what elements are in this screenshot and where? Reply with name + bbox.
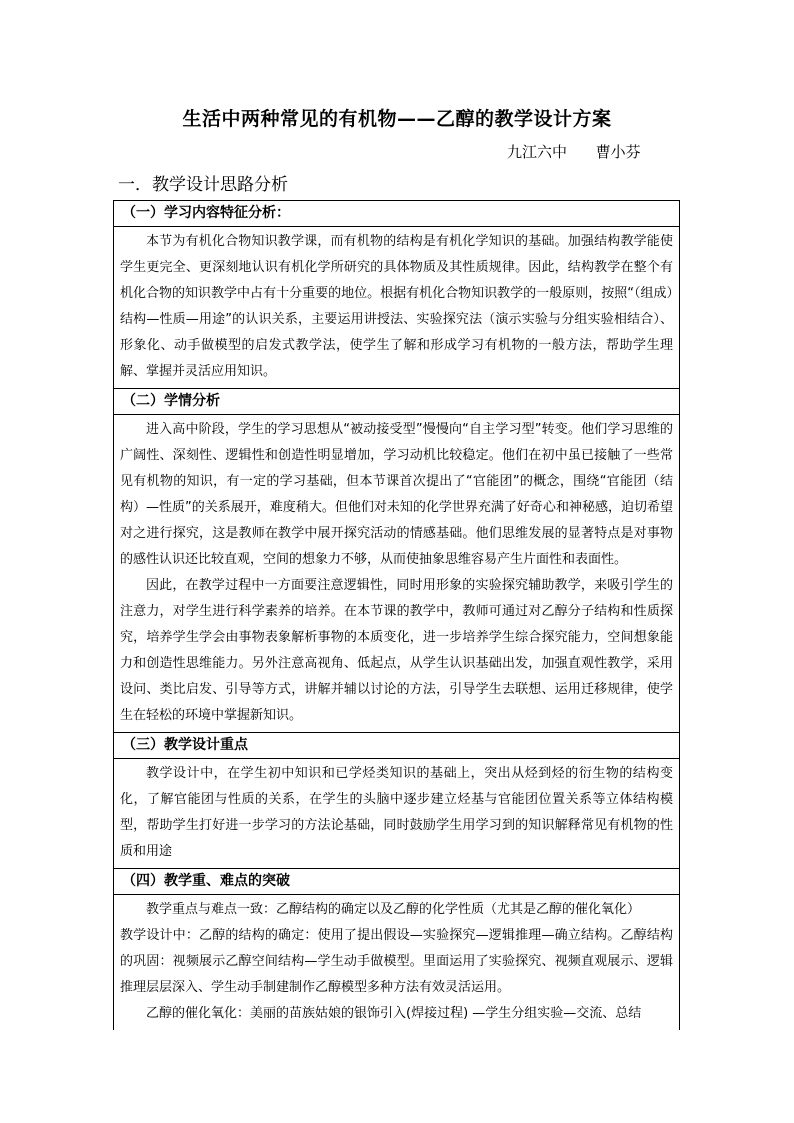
paragraph: 教学重点与难点一致：乙醇结构的确定以及乙醇的化学性质（尤其是乙醇的催化氧化）	[146, 902, 641, 917]
paragraph: 乙醇的催化氧化：美丽的苗族姑娘的银饰引入(焊接过程) —学生分组实验—交流、总结	[146, 1006, 642, 1021]
author-line: 九江六中 曹小芬	[507, 143, 641, 161]
section-heading: 一．教学设计思路分析	[118, 175, 288, 195]
paragraph: 教学设计中，在学生初中知识和已学烃类知识的基础上，突出从烃到烃的衍生物的结构变化，了解官能团与性质的关系，在学生的头脑中逐步建立烃基与官能团位置关系等立体结构模型，帮助学生打好进一步学习的方法论基础，同时鼓励学生用学习到的知识解释常见有机物的性质和用途	[120, 766, 673, 859]
table-row	[114, 201, 680, 227]
section-3-heading: （三）教学设计重点	[114, 733, 680, 759]
table-row	[114, 759, 680, 869]
section-1-heading: （一）学习内容特征分析：	[114, 201, 680, 227]
document-title: 生活中两种常见的有机物——乙醇的教学设计方案	[182, 108, 612, 130]
section-2-heading: （二）学情分析	[114, 389, 680, 415]
section-1-body	[114, 227, 680, 389]
section-3-body	[114, 759, 680, 869]
paragraph: 本节为有机化合物知识教学课，而有机物的结构是有机化学知识的基础。加强结构教学能使学生更完全、更深刻地认识有机化学所研究的具体物质及其性质规律。因此，结构教学在整个有机化合物的知识教学中占有十分重要的地位。根据有机化合物知识教学的一般原则，按照“（组成）结构—性质—用途”的认识关系，主要运用讲授法、实验探究法（演示实验与分组实验相结合）、形象化、动手做模型的启发式教学法，使学生了解和形成学习有机物的一般方法，帮助学生理解、掌握并灵活应用知识。	[120, 234, 673, 379]
paragraph: 因此，在教学过程中一方面要注意逻辑性，同时用形象的实验探究辅助教学，来吸引学生的注意力，对学生进行科学素养的培养。在本节课的教学中，教师可通过对乙醇分子结构和性质探究，培养学生学会由事物表象解析事物的本质变化，进一步培养学生综合探究能力，空间想象能力和创造性思维能力。另外注意高视角、低起点，从学生认识基础出发，加强直观性教学，采用设问、类比启发、引导等方式，讲解并辅以讨论的方法，引导学生去联想、运用迁移规律，使学生在轻松的环境中掌握新知识。	[120, 578, 673, 723]
table-row	[114, 389, 680, 415]
table-row	[114, 227, 680, 389]
paragraph: 进入高中阶段，学生的学习思想从“被动接受型”慢慢向“自主学习型”转变。他们学习思维的广阔性、深刻性、逻辑性和创造性明显增加，学习动机比较稳定。他们在初中虽已接触了一些常见有机物的知识，有一定的学习基础，但本节课首次提出了“官能团”的概念，围绕“官能团（结构）—性质”的关系展开，难度稍大。但他们对未知的化学世界充满了好奇心和神秘感，迫切希望对之进行探究，这是教师在教学中展开探究活动的情感基础。他们思维发展的显著特点是对事物的感性认识还比较直观，空间的想象力不够，从而使抽象思维容易产生片面性和表面性。	[120, 422, 673, 567]
table-row	[114, 869, 680, 895]
table-row	[114, 415, 680, 733]
section-4-body	[114, 895, 680, 1031]
analysis-table	[113, 200, 680, 1030]
paragraph: 教学设计中：乙醇的结构的确定：使用了提出假设—实验探究—逻辑推理—确立结构。乙醇结构的巩固：视频展示乙醇空间结构—学生动手做模型。里面运用了实验探究、视频直观展示、逻辑推理层层深入、学生动手制建制作乙醇模型多种方法有效灵活运用。	[120, 928, 673, 995]
section-2-body	[114, 415, 680, 733]
section-4-heading: （四）教学重、难点的突破	[114, 869, 680, 895]
table-row	[114, 895, 680, 1031]
table-row	[114, 733, 680, 759]
